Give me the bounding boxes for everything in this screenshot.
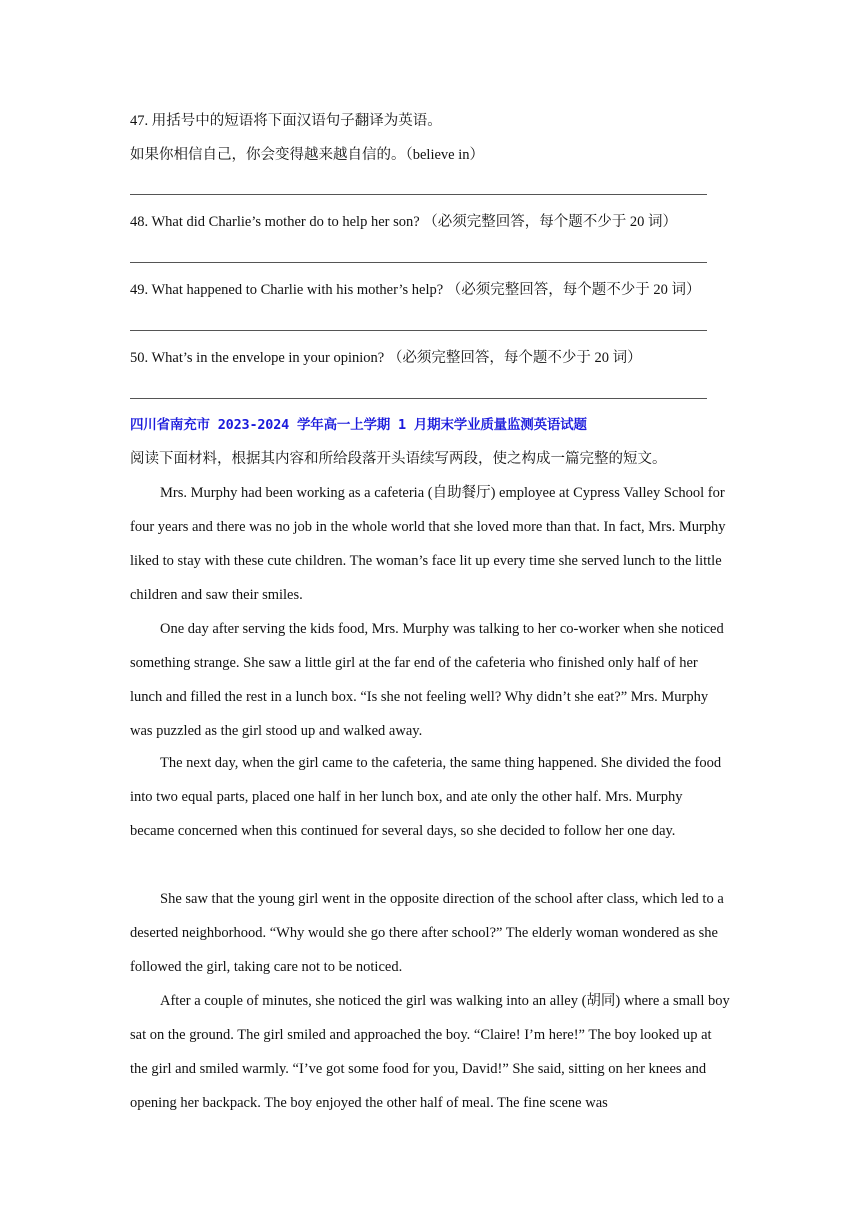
answer-line-47[interactable] xyxy=(130,194,707,195)
passage-paragraph-4 xyxy=(130,882,730,984)
passage-paragraph-2 xyxy=(130,612,730,748)
passage-paragraph-3 xyxy=(130,746,730,848)
answer-line-49[interactable] xyxy=(130,330,707,331)
question-50: 50. What’s in the envelope in your opinion? （必须完整回答，每个题不少于 20 词） xyxy=(130,350,642,366)
passage-paragraph-5 xyxy=(130,984,730,1120)
section-heading: 四川省南充市 2023-2024 学年高一上学期 1 月期末学业质量监测英语试题 xyxy=(130,417,587,433)
question-49: 49. What happened to Charlie with his mother’s help? （必须完整回答，每个题不少于 20 词） xyxy=(130,282,701,298)
question-47-title: 47. 用括号中的短语将下面汉语句子翻译为英语。 xyxy=(130,113,442,129)
passage-paragraph-2-text: One day after serving the kids food, Mrs. Murphy was talking to her co-worker when she noticed something strange. She saw a little girl at the far end of the cafeteria who finished only half of her lunch and filled the rest in a lunch box. “Is she not feeling well? Why didn’t she eat?” Mrs. Murphy was puzzled as the girl stood up and walked away. xyxy=(130,621,724,739)
passage-paragraph-4-text: She saw that the young girl went in the opposite direction of the school after class, which led to a deserted neighborhood. “Why would she go there after school?” The elderly woman wondered as she followed the girl, taking care not to be noticed. xyxy=(130,891,724,975)
passage-paragraph-3-text: The next day, when the girl came to the cafeteria, the same thing happened. She divided the food into two equal parts, placed one half in her lunch box, and ate only the other half. Mrs. Murphy became concerned when this continued for several days, so she decided to follow her one day. xyxy=(130,755,722,839)
answer-line-50[interactable] xyxy=(130,398,707,399)
passage-paragraph-1 xyxy=(130,476,730,612)
passage-paragraph-1-text: Mrs. Murphy had been working as a cafeteria (自助餐厅) employee at Cypress Valley School for four years and there was no job in the whole world that she loved more than that. In fact, Mrs. Murphy liked to stay with these cute children. The woman’s face lit up every time she served lunch to the little children and saw their smiles. xyxy=(130,485,726,603)
question-48: 48. What did Charlie’s mother do to help her son? （必须完整回答，每个题不少于 20 词） xyxy=(130,214,678,230)
question-47-sentence: 如果你相信自己，你会变得越来越自信的。（believe in） xyxy=(130,147,485,163)
passage-paragraph-5-text: After a couple of minutes, she noticed the girl was walking into an alley (胡同) where a small boy sat on the ground. The girl smiled and approached the boy. “Claire! I’m here!” The boy looked up at the girl and smiled warmly. “I’ve got some food for you, David!” She said, sitting on her knees and opening her backpack. The boy enjoyed the other half of meal. The fine scene was xyxy=(130,993,730,1111)
section-instruction: 阅读下面材料，根据其内容和所给段落开头语续写两段，使之构成一篇完整的短文。 xyxy=(130,451,667,467)
answer-line-48[interactable] xyxy=(130,262,707,263)
